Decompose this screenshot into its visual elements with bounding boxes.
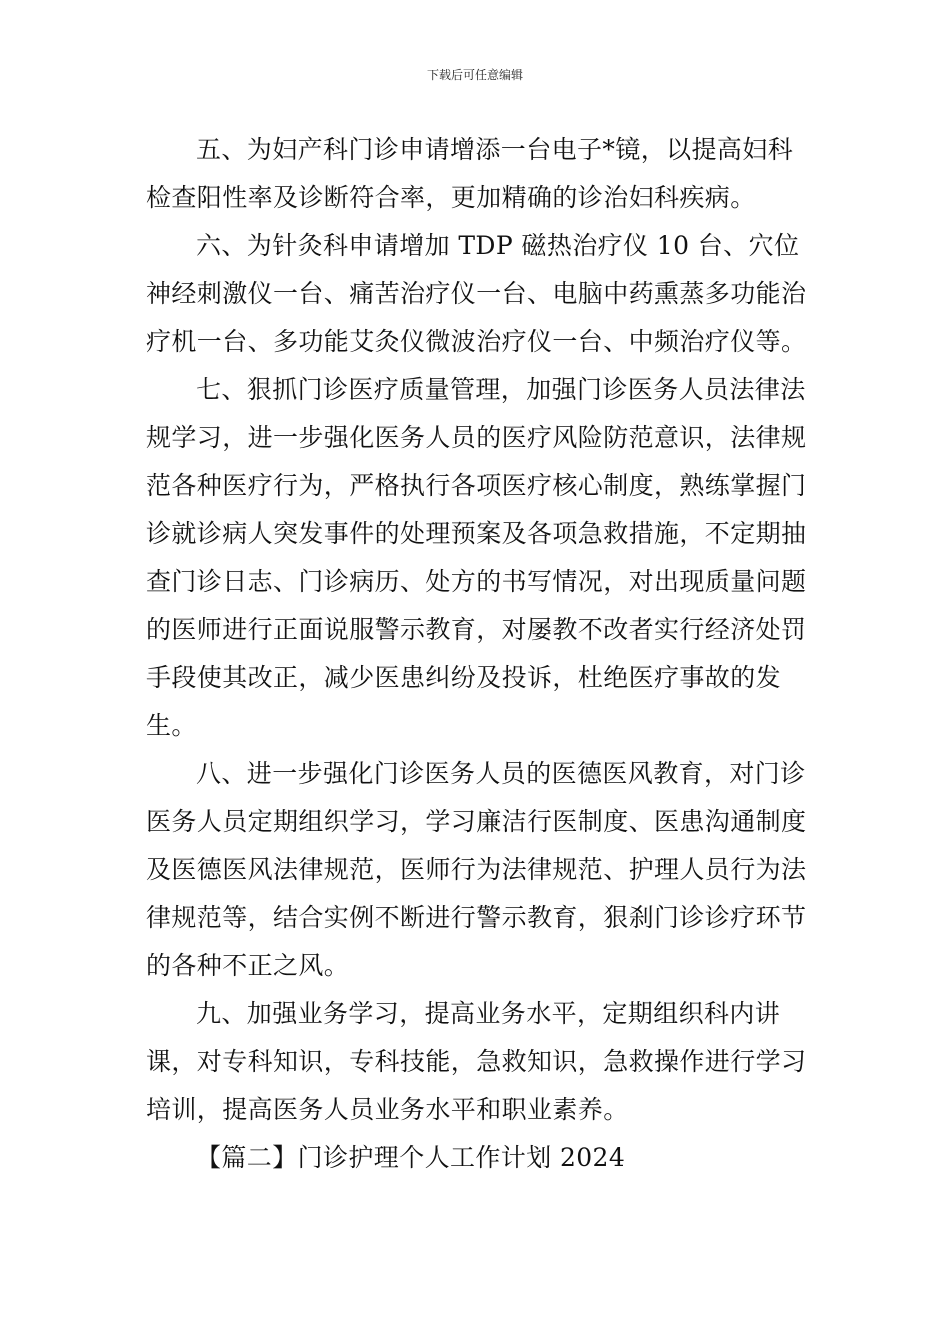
document-body (146, 126, 810, 1182)
paragraph-5: 五、为妇产科门诊申请增添一台电子*镜，以提高妇科检查阳性率及诊断符合率，更加精确的诊治妇科疾病。 (146, 135, 794, 212)
paragraph-8: 八、进一步强化门诊医务人员的医德医风教育，对门诊医务人员定期组织学习，学习廉洁行医制度、医患沟通制度及医德医风法律规范，医师行为法律规范、护理人员行为法律规范等，结合实例不断进行警示教育，狠刹门诊诊疗环节的各种不正之风。 (146, 759, 807, 980)
paragraph-9: 九、加强业务学习，提高业务水平，定期组织科内讲课，对专科知识，专科技能，急救知识，急救操作进行学习培训，提高医务人员业务水平和职业素养。 (146, 999, 807, 1124)
paragraph-7: 七、狠抓门诊医疗质量管理，加强门诊医务人员法律法规学习，进一步强化医务人员的医疗风险防范意识，法律规范各种医疗行为，严格执行各项医疗核心制度，熟练掌握门诊就诊病人突发事件的处理预案及各项急救措施，不定期抽查门诊日志、门诊病历、处方的书写情况，对出现质量问题的医师进行正面说服警示教育，对屡教不改者实行经济处罚手段使其改正，减少医患纠纷及投诉，杜绝医疗事故的发生。 (146, 375, 807, 740)
page-header: 下载后可任意编辑 (426, 68, 523, 82)
paragraph-6: 六、为针灸科申请增加 TDP 磁热治疗仪 10 台、穴位神经刺激仪一台、痛苦治疗仪一台、电脑中药熏蒸多功能治疗机一台、多功能艾灸仪微波治疗仪一台、中频治疗仪等。 (146, 231, 807, 356)
section-heading: 【篇二】门诊护理个人工作计划 2024 (196, 1143, 626, 1172)
